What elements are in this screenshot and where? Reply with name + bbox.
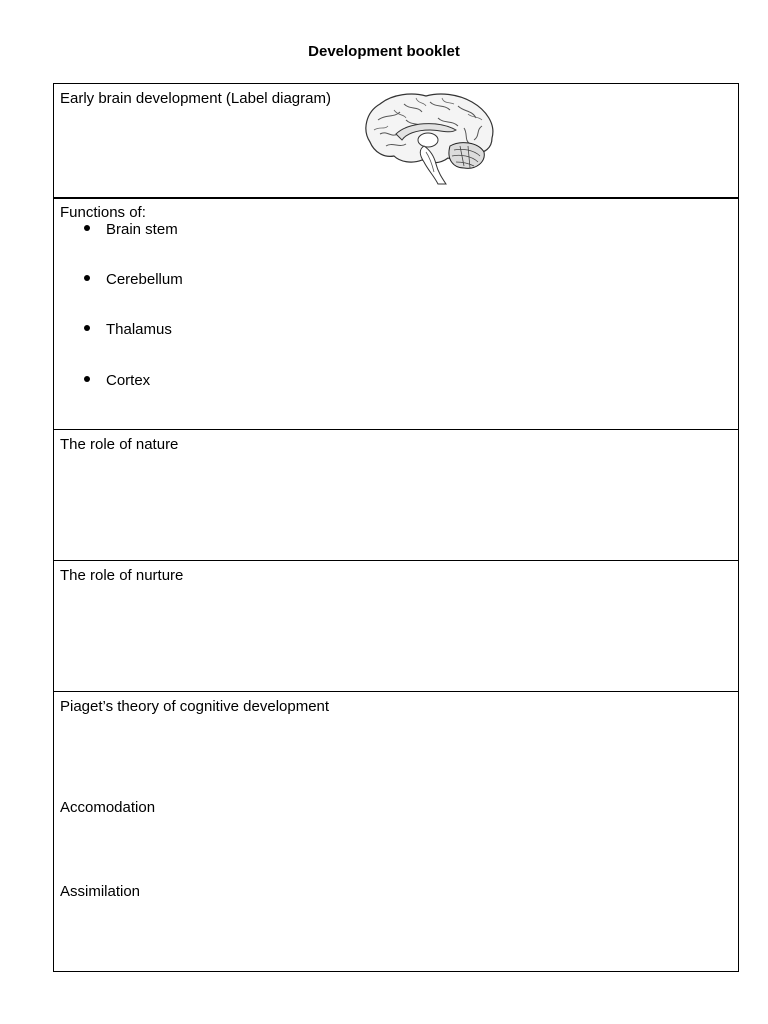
bullet-icon	[84, 275, 90, 281]
nature-section	[54, 429, 738, 560]
bullet-icon	[84, 225, 90, 231]
accommodation-label: Accomodation	[60, 799, 156, 816]
assimilation-label: Assimilation	[60, 883, 141, 900]
booklet-table	[53, 83, 739, 972]
piaget-section	[54, 691, 738, 971]
brain-stem-label: Brain stem	[106, 221, 178, 238]
functions-heading: Functions of:	[60, 204, 146, 221]
nurture-section	[54, 560, 738, 691]
bullet-icon	[84, 376, 90, 382]
functions-section	[54, 197, 738, 429]
brain-diagram-icon	[360, 90, 498, 186]
thalamus-label: Thalamus	[106, 321, 172, 338]
piaget-heading: Piaget’s theory of cognitive development	[60, 698, 330, 715]
nature-heading: The role of nature	[60, 436, 179, 453]
cerebellum-label: Cerebellum	[106, 271, 183, 288]
brain-section	[54, 84, 738, 197]
list-item	[84, 372, 150, 389]
list-item	[84, 271, 183, 288]
bullet-icon	[84, 325, 90, 331]
brain-section-heading: Early brain development (Label diagram)	[60, 90, 331, 107]
nurture-heading: The role of nurture	[60, 567, 184, 584]
list-item	[84, 221, 178, 238]
list-item	[84, 321, 172, 338]
cortex-label: Cortex	[106, 372, 151, 389]
document-title: Development booklet	[308, 43, 460, 60]
